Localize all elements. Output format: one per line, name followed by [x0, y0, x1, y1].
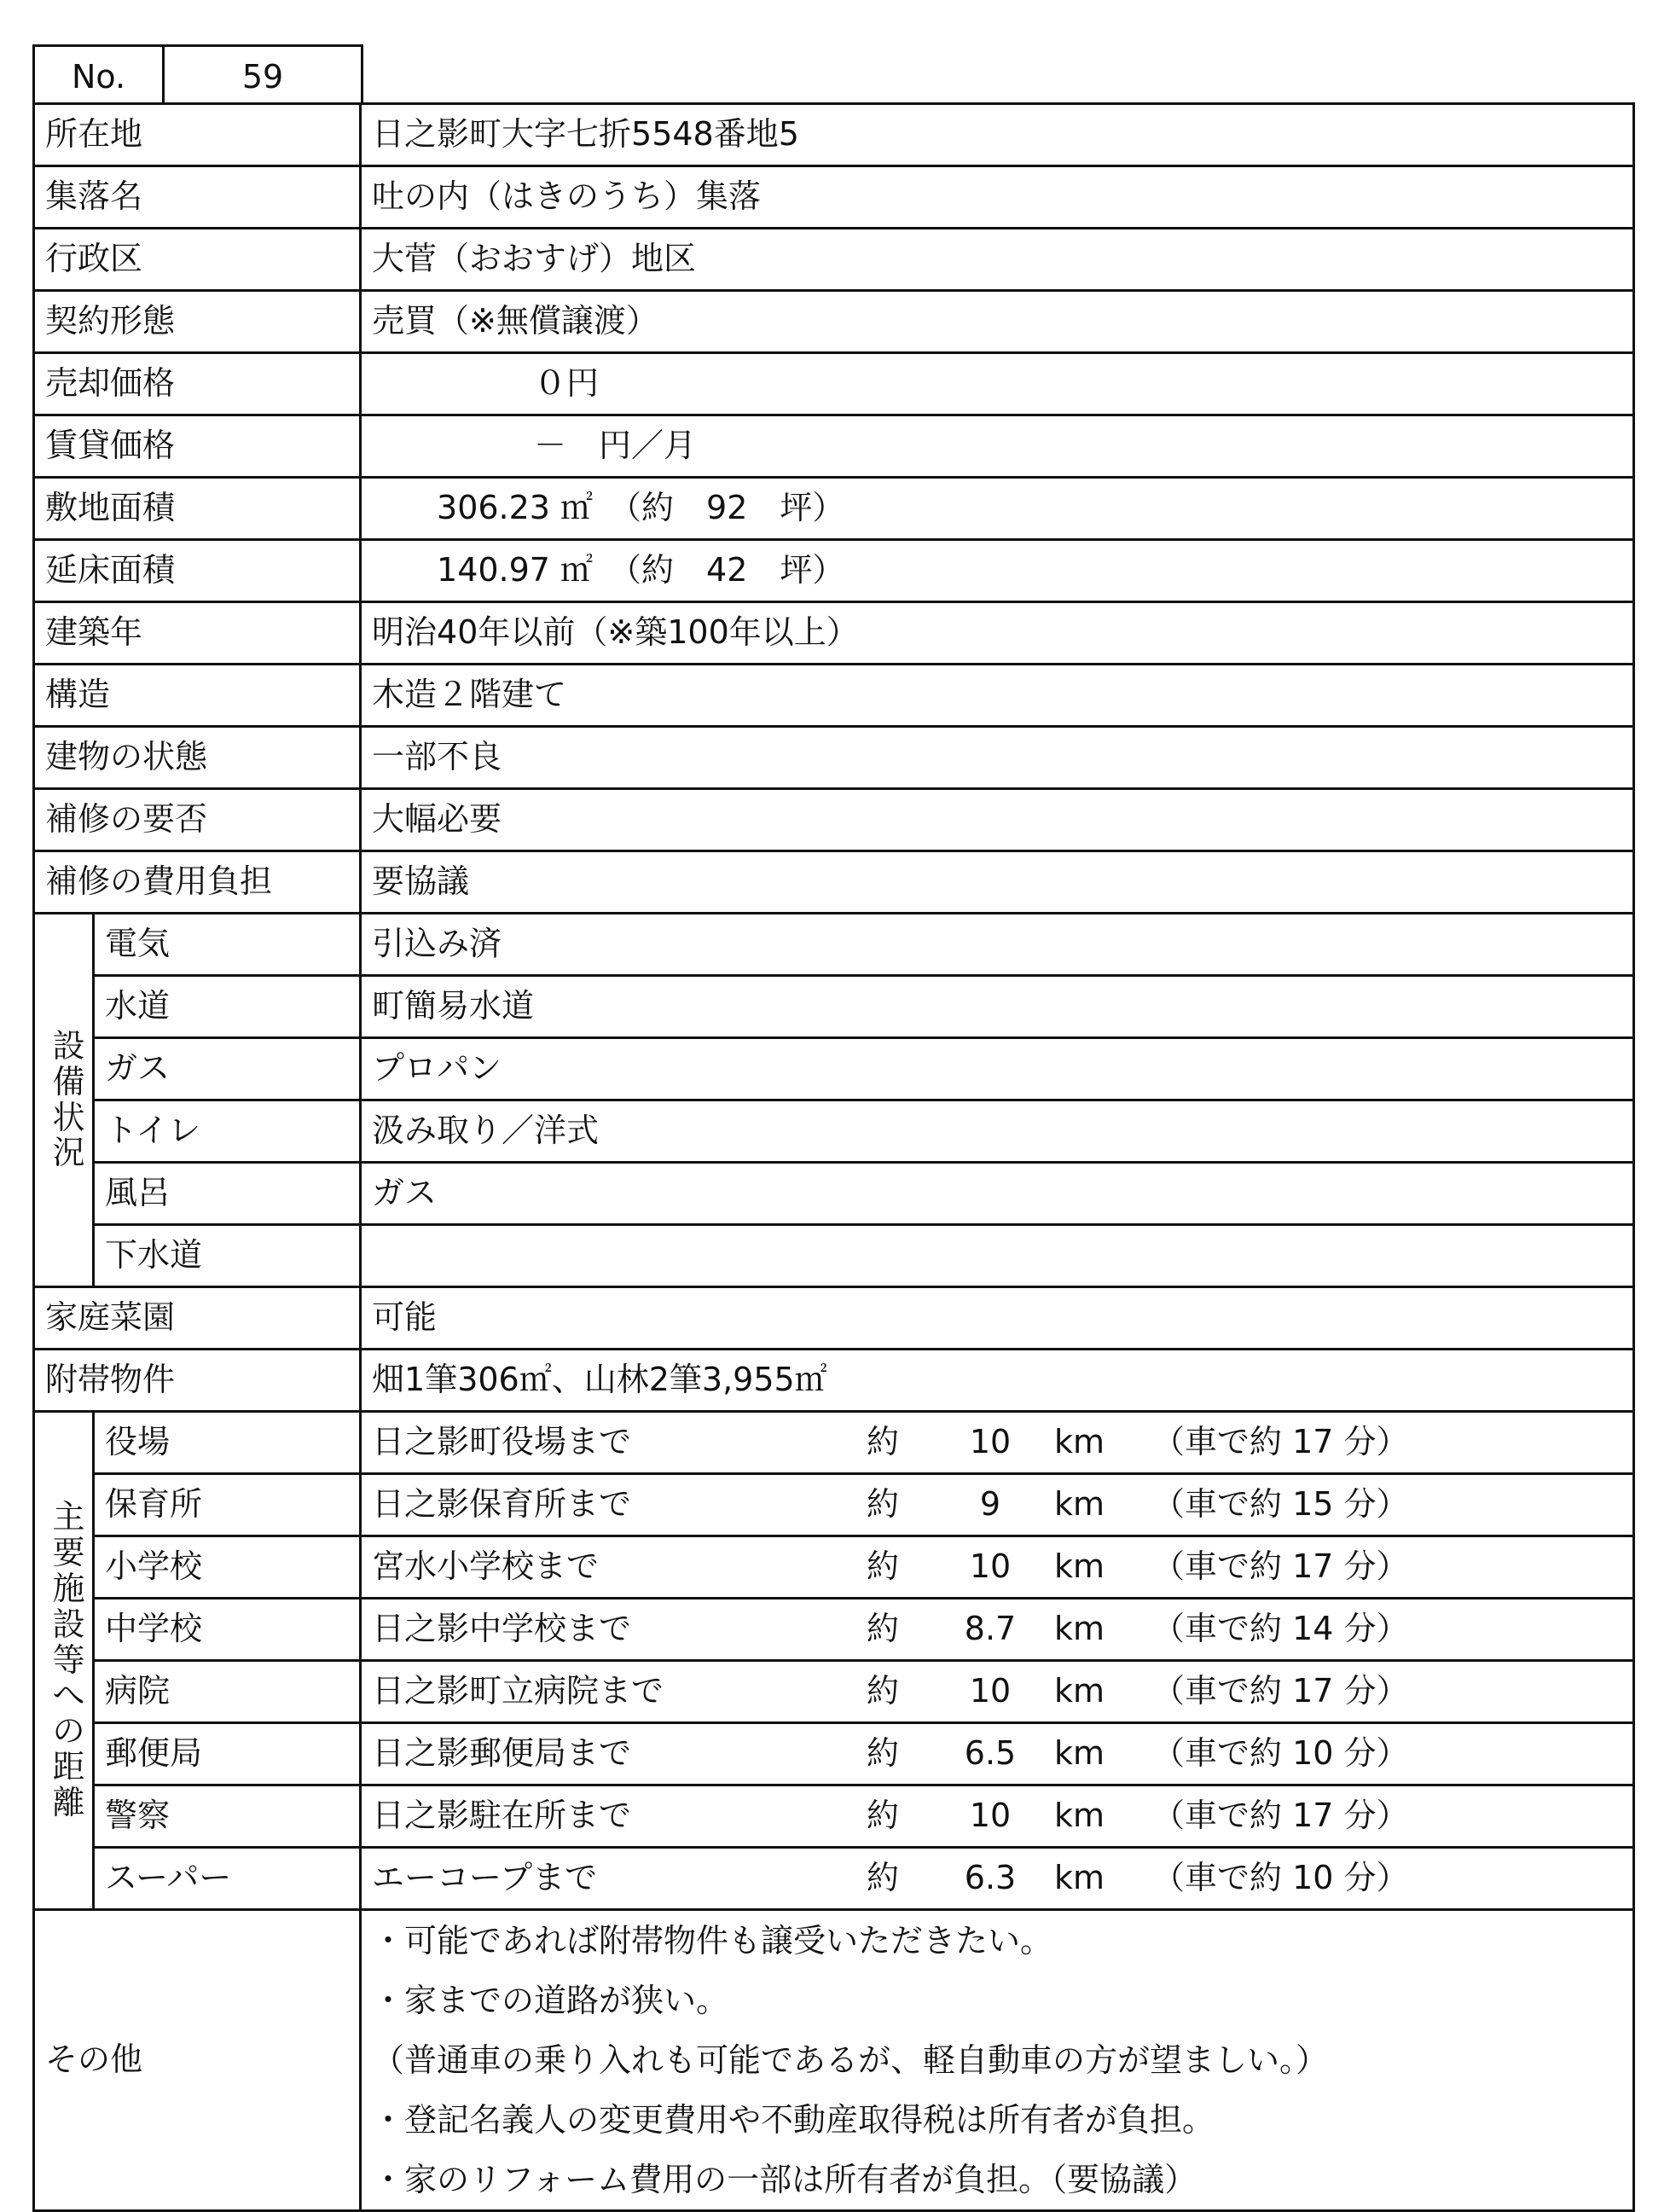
facility-row [34, 1038, 1634, 1100]
facilities-category-label: 設備状況 [52, 1026, 85, 1172]
facility-name: 役場 [94, 1412, 361, 1474]
row-label: 行政区 [34, 229, 361, 291]
distance-detail [372, 1736, 1632, 1772]
row-label: 家庭菜園 [34, 1287, 361, 1350]
distance-destination: 日之影駐在所まで [372, 1797, 632, 1835]
distance-unit: km [1054, 1859, 1105, 1897]
row-value: 可能 [361, 1287, 1634, 1350]
table-row [34, 789, 1634, 851]
table-row [34, 727, 1634, 789]
row-label: 補修の費用負担 [34, 851, 361, 914]
row-value: 吐の内（はきのうち）集落 [361, 166, 1634, 229]
distance-unit: km [1054, 1672, 1105, 1710]
distance-destination: 日之影郵便局まで [372, 1734, 632, 1773]
row-value: 日之影町大字七折5548番地5 [361, 104, 1634, 166]
other-note-line: ・可能であれば附帯物件も譲受いただきたい。 [372, 1922, 1053, 1959]
table-row [34, 229, 1634, 291]
property-table [32, 102, 1635, 2212]
distance-approx: 約 [867, 1859, 900, 1897]
row-value: 大菅（おおすげ）地区 [361, 229, 1634, 291]
distance-approx: 約 [867, 1797, 900, 1835]
other-note-line: ・家のリフォーム費用の一部は所有者が負担。（要協議） [372, 2161, 1197, 2198]
table-row [34, 1287, 1634, 1350]
distance-detail [372, 1425, 1632, 1460]
distance-row [34, 1536, 1634, 1599]
distance-row [34, 1412, 1634, 1474]
facility-label: 水道 [94, 976, 361, 1038]
facilities-category [34, 914, 94, 1287]
distance-unit: km [1054, 1423, 1105, 1461]
distance-km: 10 [969, 1797, 1012, 1835]
facility-row [34, 976, 1634, 1038]
row-value: 一部不良 [361, 727, 1634, 789]
distance-row [34, 1599, 1634, 1661]
other-note-line: ・家までの道路が狭い。 [372, 1982, 729, 2019]
facility-label: 下水道 [94, 1225, 361, 1287]
facility-name: 小学校 [94, 1536, 361, 1599]
facility-name: 郵便局 [94, 1723, 361, 1785]
distance-unit: km [1054, 1610, 1105, 1648]
distance-km: 10 [969, 1672, 1012, 1710]
row-value: － 円／月 [361, 415, 1634, 478]
row-value: 明治40年以前（※築100年以上） [361, 602, 1634, 665]
other-note-line: ・登記名義人の変更費用や不動産取得税は所有者が負担。 [372, 2101, 1215, 2139]
distance-drive-time: （車で約 17 分） [1152, 1547, 1409, 1586]
table-row [34, 602, 1634, 665]
table-row [34, 851, 1634, 914]
table-row [34, 665, 1634, 727]
distance-km: 10 [969, 1547, 1012, 1586]
distance-approx: 約 [867, 1672, 900, 1710]
number-label: No. [35, 47, 165, 104]
distance-detail [372, 1549, 1632, 1585]
distance-value [361, 1785, 1634, 1848]
row-label: 建築年 [34, 602, 361, 665]
row-value: 木造２階建て [361, 665, 1634, 727]
row-label: 建物の状態 [34, 727, 361, 789]
facility-label: 風呂 [94, 1163, 361, 1225]
row-label: 附帯物件 [34, 1350, 361, 1412]
row-label: 売却価格 [34, 353, 361, 415]
distance-destination: 日之影中学校まで [372, 1610, 632, 1648]
table-row [34, 415, 1634, 478]
row-value: 306.23 ㎡ （約 92 坪） [361, 478, 1634, 540]
facility-value: 引込み済 [361, 914, 1634, 976]
distance-approx: 約 [867, 1485, 900, 1524]
other-note-line: （普通車の乗り入れも可能であるが、軽自動車の方が望ましい。） [372, 2041, 1329, 2079]
distance-destination: 日之影町立病院まで [372, 1672, 664, 1710]
distance-approx: 約 [867, 1547, 900, 1586]
table-row [34, 166, 1634, 229]
other-notes [361, 1910, 1634, 2211]
facility-name: 中学校 [94, 1599, 361, 1661]
distance-unit: km [1054, 1485, 1105, 1524]
distance-value [361, 1661, 1634, 1723]
facility-label: トイレ [94, 1100, 361, 1163]
table-row [34, 353, 1634, 415]
distance-row [34, 1661, 1634, 1723]
row-label: 敷地面積 [34, 478, 361, 540]
distance-row [34, 1474, 1634, 1536]
table-row [34, 478, 1634, 540]
distance-destination: エーコープまで [372, 1859, 598, 1897]
facility-name: 保育所 [94, 1474, 361, 1536]
distance-km: 10 [969, 1423, 1012, 1461]
distance-value [361, 1536, 1634, 1599]
facility-name: スーパー [94, 1848, 361, 1910]
row-value: 要協議 [361, 851, 1634, 914]
facility-name: 病院 [94, 1661, 361, 1723]
distance-unit: km [1054, 1734, 1105, 1773]
distance-row [34, 1848, 1634, 1910]
row-label: 賃貸価格 [34, 415, 361, 478]
distance-category-label: 主要施設等への距離 [52, 1498, 85, 1821]
distance-destination: 宮水小学校まで [372, 1547, 600, 1586]
distance-detail [372, 1798, 1632, 1834]
other-label: その他 [34, 1910, 361, 2211]
other-row [34, 1910, 1634, 2211]
distance-value [361, 1599, 1634, 1661]
facility-name: 警察 [94, 1785, 361, 1848]
facility-label: 電気 [94, 914, 361, 976]
row-value: 140.97 ㎡ （約 42 坪） [361, 540, 1634, 602]
distance-detail [372, 1861, 1632, 1896]
row-value: 売買（※無償譲渡） [361, 291, 1634, 353]
facility-row [34, 1100, 1634, 1163]
distance-detail [372, 1487, 1632, 1523]
facility-value: 汲み取り／洋式 [361, 1100, 1634, 1163]
distance-detail [372, 1674, 1632, 1710]
distance-km: 6.3 [964, 1859, 1017, 1897]
facility-row [34, 1225, 1634, 1287]
distance-drive-time: （車で約 17 分） [1152, 1797, 1409, 1835]
distance-drive-time: （車で約 15 分） [1152, 1485, 1409, 1524]
facility-value: プロパン [361, 1038, 1634, 1100]
distance-drive-time: （車で約 10 分） [1152, 1734, 1409, 1773]
table-row [34, 540, 1634, 602]
distance-km: 6.5 [964, 1734, 1017, 1773]
distance-destination: 日之影町役場まで [372, 1423, 632, 1461]
facility-value: ガス [361, 1163, 1634, 1225]
facility-row [34, 914, 1634, 976]
distance-km: 8.7 [964, 1610, 1017, 1648]
distance-unit: km [1054, 1547, 1105, 1586]
row-value: 畑1筆306㎡、山林2筆3,955㎡ [361, 1350, 1634, 1412]
table-row [34, 291, 1634, 353]
number-box [32, 44, 363, 104]
facility-value: 町簡易水道 [361, 976, 1634, 1038]
distance-approx: 約 [867, 1610, 900, 1648]
distance-category [34, 1412, 94, 1910]
row-label: 所在地 [34, 104, 361, 166]
distance-drive-time: （車で約 17 分） [1152, 1672, 1409, 1710]
row-value: 大幅必要 [361, 789, 1634, 851]
distance-drive-time: （車で約 10 分） [1152, 1859, 1409, 1897]
distance-drive-time: （車で約 17 分） [1152, 1423, 1409, 1461]
facility-label: ガス [94, 1038, 361, 1100]
distance-row [34, 1785, 1634, 1848]
distance-value [361, 1412, 1634, 1474]
row-label: 補修の要否 [34, 789, 361, 851]
table-row [34, 1350, 1634, 1412]
facility-value [361, 1225, 1634, 1287]
distance-value [361, 1474, 1634, 1536]
distance-value [361, 1848, 1634, 1910]
facility-row [34, 1163, 1634, 1225]
distance-unit: km [1054, 1797, 1105, 1835]
distance-approx: 約 [867, 1734, 900, 1773]
distance-detail [372, 1611, 1632, 1647]
distance-drive-time: （車で約 14 分） [1152, 1610, 1409, 1648]
distance-approx: 約 [867, 1423, 900, 1461]
distance-km: 9 [979, 1485, 1001, 1524]
distance-destination: 日之影保育所まで [372, 1485, 632, 1524]
row-label: 契約形態 [34, 291, 361, 353]
row-label: 延床面積 [34, 540, 361, 602]
table-row [34, 104, 1634, 166]
number-value: 59 [241, 58, 284, 96]
row-label: 集落名 [34, 166, 361, 229]
row-value: ０円 [361, 353, 1634, 415]
distance-row [34, 1723, 1634, 1785]
distance-value [361, 1723, 1634, 1785]
row-label: 構造 [34, 665, 361, 727]
